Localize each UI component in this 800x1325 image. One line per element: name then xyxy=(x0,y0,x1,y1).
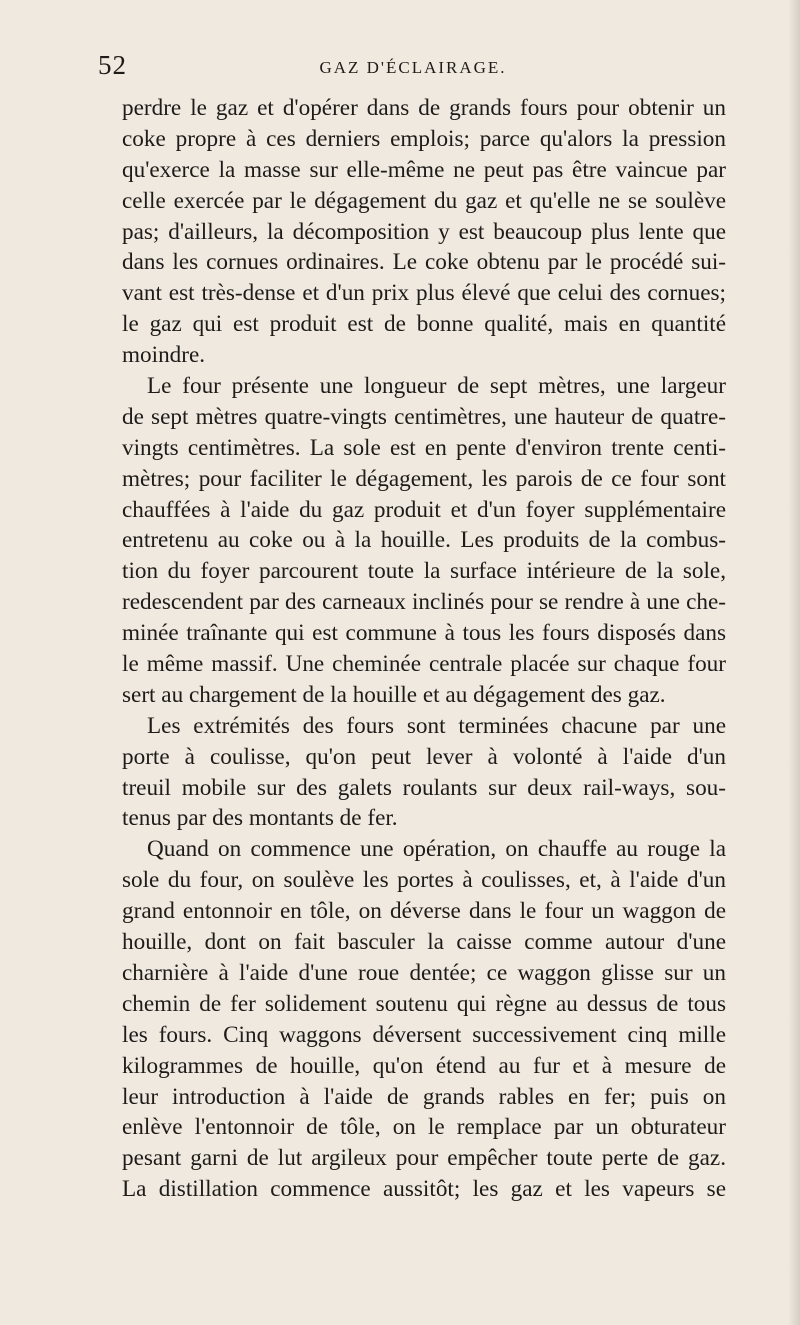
text-line: charnière à l'aide d'une roue dentée; ce waggon glisse sur un xyxy=(122,959,726,986)
text-line: tion du foyer parcourent toute la surface intérieure de la sole, xyxy=(122,558,726,585)
text-line: sole du four, on soulève les portes à coulisses, et, à l'aide d'un xyxy=(122,867,726,894)
text-line: celle exercée par le dégagement du gaz et qu'elle ne se soulève xyxy=(122,187,726,214)
text-line: leur introduction à l'aide de grands rables en fer; puis on xyxy=(122,1083,726,1110)
text-line: le gaz qui est produit est de bonne qualité, mais en quantité xyxy=(122,311,726,338)
text-line: treuil mobile sur des galets roulants sur deux rail-ways, sou- xyxy=(122,774,726,801)
text-line: vingts centimètres. La sole est en pente d'environ trente centi- xyxy=(122,434,726,461)
text-line: porte à coulisse, qu'on peut lever à volonté à l'aide d'un xyxy=(122,743,726,770)
paragraph-start: Quand on commence une opération, on chauffe au rouge la xyxy=(147,836,726,863)
text-line: vant est très-dense et d'un prix plus élevé que celui des cornues; xyxy=(122,280,726,307)
body-text xyxy=(122,93,726,1205)
paragraph-start: Les extrémités des fours sont terminées chacune par une xyxy=(147,712,726,739)
text-line: chauffées à l'aide du gaz produit et d'un foyer supplémentaire xyxy=(122,496,726,523)
text-line: chemin de fer solidement soutenu qui règne au dessus de tous xyxy=(122,990,726,1017)
text-line: le même massif. Une cheminée centrale placée sur chaque four xyxy=(122,651,726,678)
text-line: pesant garni de lut argileux pour empêcher toute perte de gaz. xyxy=(122,1145,726,1172)
text-line: perdre le gaz et d'opérer dans de grands fours pour obtenir un xyxy=(122,95,726,121)
text-line: enlève l'entonnoir de tôle, on le remplace par un obturateur xyxy=(122,1114,726,1141)
text-line: de sept mètres quatre-vingts centimètres, une hauteur de quatre- xyxy=(122,403,726,430)
text-line: pas; d'ailleurs, la décomposition y est beaucoup plus lente que xyxy=(122,218,726,245)
text-line: kilogrammes de houille, qu'on étend au fur et à mesure de xyxy=(122,1052,726,1079)
text-line: grand entonnoir en tôle, on déverse dans le four un waggon de xyxy=(122,898,726,925)
page-header xyxy=(98,50,728,86)
text-line: sert au chargement de la houille et au dégagement des gaz. xyxy=(122,681,666,708)
text-line: houille, dont on fait basculer la caisse comme autour d'une xyxy=(122,929,726,956)
paragraph-start: Le four présente une longueur de sept mètres, une largeur xyxy=(147,373,726,400)
text-line: tenus par des montants de fer. xyxy=(122,805,398,832)
text-line: mètres; pour faciliter le dégagement, les parois de ce four sont xyxy=(122,465,726,492)
running-title: GAZ D'ÉCLAIRAGE. xyxy=(319,58,507,77)
page-edge-shadow xyxy=(788,0,800,1325)
text-line: dans les cornues ordinaires. Le coke obtenu par le procédé sui- xyxy=(122,249,726,276)
text-line: redescendent par des carneaux inclinés pour se rendre à une che- xyxy=(122,589,726,616)
text-line: La distillation commence aussitôt; les gaz et les vapeurs se xyxy=(122,1176,726,1203)
text-line: coke propre à ces derniers emplois; parce qu'alors la pression xyxy=(122,125,726,152)
text-line: moindre. xyxy=(122,342,206,369)
text-line: les fours. Cinq waggons déversent successivement cinq mille xyxy=(122,1021,726,1048)
page-number: 52 xyxy=(98,50,127,80)
text-line: entretenu au coke ou à la houille. Les produits de la combus- xyxy=(122,527,726,554)
text-line: minée traînante qui est commune à tous les fours disposés dans xyxy=(122,620,726,647)
text-line: qu'exerce la masse sur elle-même ne peut pas être vaincue par xyxy=(122,156,726,183)
